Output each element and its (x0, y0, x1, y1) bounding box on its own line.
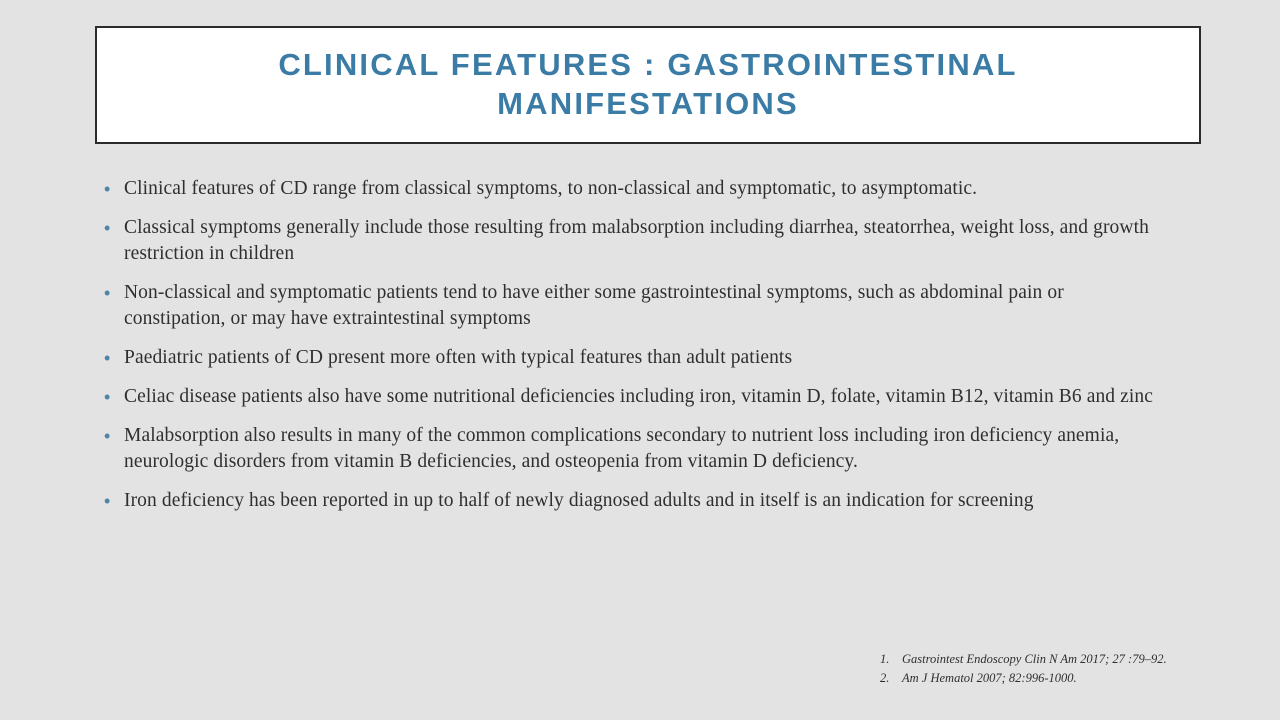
reference-list (880, 650, 1260, 688)
list-item (100, 423, 1180, 475)
list-item-text: Non-classical and symptomatic patients tend to have either some gastrointestinal symptoms, such as abdominal pain or constipation, or may have extraintestinal symptoms (124, 282, 1064, 329)
bullet-marker-icon: • (104, 179, 111, 199)
reference-number: 1. (880, 652, 890, 666)
reference-item (880, 669, 1260, 688)
reference-item (880, 650, 1260, 669)
list-item-text: Paediatric patients of CD present more often with typical features than adult patients (124, 347, 793, 368)
list-item (100, 176, 1180, 202)
list-item (100, 488, 1180, 514)
bullet-marker-icon: • (104, 218, 111, 238)
bullet-marker-icon: • (104, 426, 111, 446)
bullet-marker-icon: • (104, 348, 111, 368)
reference-number: 2. (880, 671, 890, 685)
list-item-text: Malabsorption also results in many of the common complications secondary to nutrient loss including iron deficiency anemia, neurologic disorders from vitamin B deficiencies, and osteopenia from vitamin D deficiency. (124, 425, 1120, 472)
list-item-text: Clinical features of CD range from classical symptoms, to non-classical and symptomatic, to asymptomatic. (124, 178, 978, 199)
list-item (100, 384, 1180, 410)
reference-citation: Gastrointest Endoscopy Clin N Am 2017; 27 :79–92. (902, 652, 1167, 666)
list-item-text: Celiac disease patients also have some nutritional deficiencies including iron, vitamin D, folate, vitamin B12, vitamin B6 and zinc (124, 386, 1154, 407)
bullet-marker-icon: • (104, 491, 111, 511)
list-item (100, 280, 1180, 332)
page-title: CLINICAL FEATURES : GASTROINTESTINAL MANIFESTATIONS (278, 47, 1018, 121)
bullet-list (100, 176, 1180, 527)
bullet-marker-icon: • (104, 387, 111, 407)
list-item (100, 345, 1180, 371)
list-item-text: Classical symptoms generally include those resulting from malabsorption including diarrhea, steatorrhea, weight loss, and growth restriction in children (124, 217, 1149, 264)
list-item (100, 215, 1180, 267)
reference-citation: Am J Hematol 2007; 82:996-1000. (902, 671, 1077, 685)
bullet-marker-icon: • (104, 283, 111, 303)
title-box (95, 26, 1201, 144)
list-item-text: Iron deficiency has been reported in up to half of newly diagnosed adults and in itself is an indication for screening (124, 490, 1034, 511)
